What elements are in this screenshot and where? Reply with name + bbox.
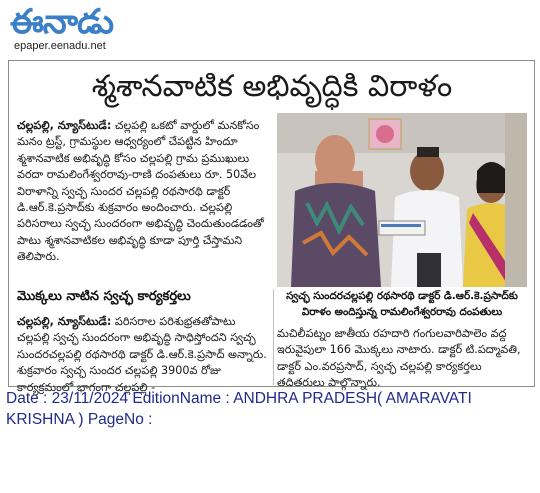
column-divider: [273, 289, 274, 385]
news-photo: [277, 113, 527, 287]
eenadu-logo: ఈనాడు: [10, 2, 114, 42]
article-headline: శ్మశానవాటిక అభివృద్ధికి విరాళం: [91, 69, 453, 104]
photo-caption: స్వచ్ఛ సుందరచల్లపల్లి రథసారథి డాక్టర్ డి.ఆర్.కె.ప్రసాద్‌కు విరాళం అందిస్తున్న రామలింగేశ్వరరావు దంపతులు: [277, 288, 527, 324]
story-two-dateline: చల్లపల్లి, న్యూస్‌టుడే:: [17, 315, 112, 328]
edition-info: Date : 23/11/2024 EditionName : ANDHRA PRADESH( AMARAVATI KRISHNA ) PageNo :: [6, 390, 472, 428]
epaper-url[interactable]: epaper.eenadu.net: [14, 40, 106, 52]
story-one-body: [17, 118, 269, 286]
news-clipping: [8, 60, 535, 394]
story-one-text: చల్లపల్లి ఒకటో వార్డులో మనకోసం మనం ట్రస్ట్, గ్రామస్థుల ఆధ్వర్యంలో చేపట్టిన హిందూ శ్మశానవాటిక అభివృద్ధి కోసం చల్లపల్లి గ్రామ ప్రముఖులు వరదా రామలింగేశ్వరరావు-రాణి దంపతులు రూ. 50వేల విరాళాన్ని స్వచ్ఛ సుందర చల్లపల్లి రథసారథి డాక్టర్ డి.ఆర్.కె.ప్రసాద్‌కు శుక్రవారం అందించారు. చల్లపల్లి పరిసరాలు స్వచ్ఛ సుందరంగా అభివృద్ధి చెందుతుండడంతో పాటు శ్మశానవాటికల అభివృద్ధి కూడా పూర్తి చేస్తామని తెలిపారు.: [17, 119, 264, 264]
story-two-text: పరిసరాల పరిశుభ్రతతోపాటు చల్లపల్లి స్వచ్ఛ సుందరంగా అభివృద్ధి సాధిస్తోందని స్వచ్ఛ సుందరచల్లపల్లి రథసారథి డాక్టర్ డి.ఆర్.కె.ప్రసాద్ అన్నారు. శుక్రవారం స్వచ్ఛ సుందర చల్లపల్లి 3900వ రోజు కార్యక్రమంలో భాగంగా చల్లపల్లి -: [17, 315, 267, 394]
masthead: [8, 2, 168, 56]
story-two-continuation: మచిలీపట్నం జాతీయ రహదారి గంగులవారిపాలెం వద్ద ఇరువైపులా 166 మొక్కలు నాటారు. డాక్టర్ టి.పద్మావతి, డాక్టర్ ఎం.వరప్రసాద్, స్వచ్ఛ చల్లపల్లి కార్యకర్తలు తదితరులు పాల్గొన్నారు.: [277, 327, 521, 390]
story-one-dateline: చల్లపల్లి, న్యూస్‌టుడే:: [17, 119, 112, 132]
donation-photo-illustration: [277, 113, 527, 287]
story-two-subheadline: మొక్కలు నాటిన స్వచ్ఛ కార్యకర్తలు: [17, 289, 191, 304]
story-two-body: [17, 314, 269, 394]
